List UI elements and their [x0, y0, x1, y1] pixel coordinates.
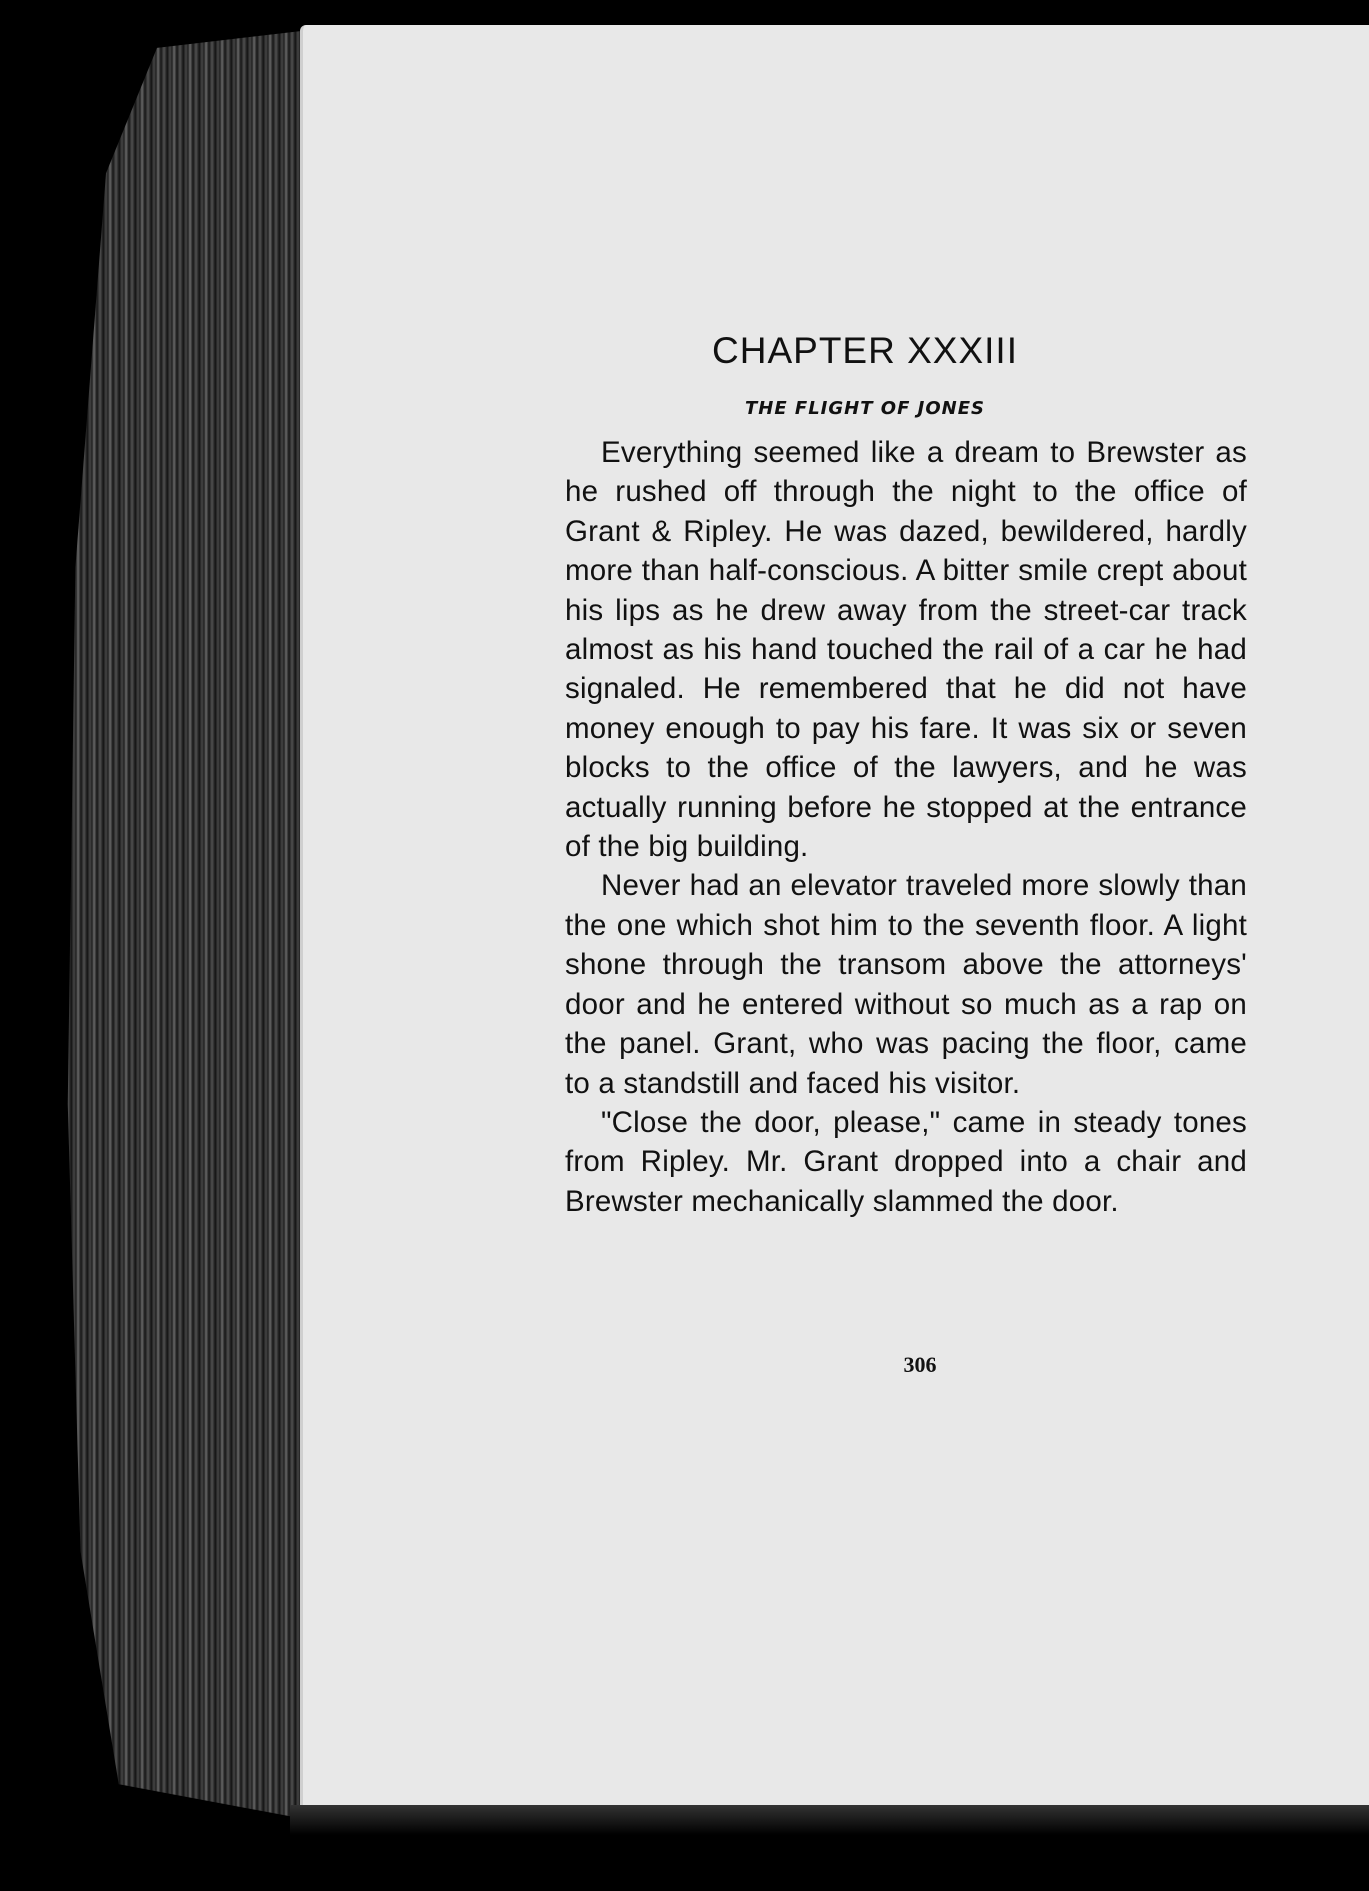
book-page-edges [55, 30, 310, 1820]
paragraph: Never had an elevator traveled more slowly than the one which shot him to the seventh floor. A light shone through the transom above the attorneys' door and he entered without so much as a rap on the panel. Grant, who was pacing the floor, came to a standstill and faced his visitor. [565, 869, 1247, 1100]
paragraph: "Close the door, please," came in steady tones from Ripley. Mr. Grant dropped into a chair and Brewster mechanically slammed the door. [565, 1105, 1247, 1218]
chapter-title: CHAPTER XXXIII [712, 330, 1018, 371]
page-number: 306 [903, 1352, 937, 1377]
page-bottom-shadow [290, 1805, 1369, 1835]
paragraph: Everything seemed like a dream to Brewster as he rushed off through the night to the office of Grant & Ripley. He was dazed, bewildered, hardly more than half-conscious. A bitter smile crept about his lips as he drew away from the street-car track almost as his hand touched the rail of a car he had signaled. He remembered that he did not have money enough to pay his fare. It was six or seven blocks to the office of the lawyers, and he was actually running before he stopped at the entrance of the big building. [565, 436, 1247, 864]
body-text [565, 433, 1247, 1221]
chapter-subtitle: THE FLIGHT OF JONES [745, 398, 985, 419]
